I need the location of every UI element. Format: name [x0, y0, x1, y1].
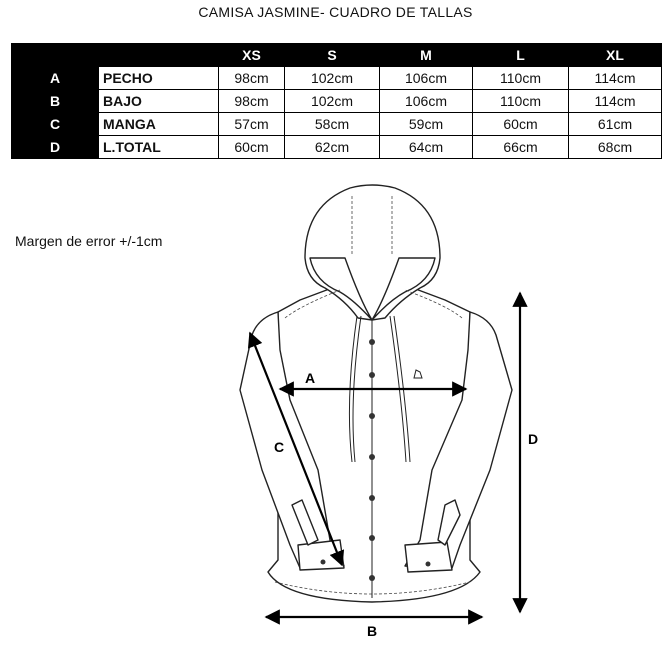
table-cell: 106cm	[380, 90, 473, 113]
row-letter: A	[12, 67, 99, 90]
table-cell: 102cm	[285, 90, 380, 113]
row-name: PECHO	[99, 67, 219, 90]
header-size: M	[380, 44, 473, 67]
header-empty-name	[99, 44, 219, 67]
right-cuff	[405, 542, 452, 572]
table-cell: 64cm	[380, 136, 473, 159]
header-size: S	[285, 44, 380, 67]
table-cell: 57cm	[219, 113, 285, 136]
header-size: XS	[219, 44, 285, 67]
header-row	[12, 44, 662, 67]
table-cell: 98cm	[219, 67, 285, 90]
table-row	[12, 90, 662, 113]
label-c: C	[274, 439, 285, 455]
header-size: L	[473, 44, 569, 67]
table-cell: 66cm	[473, 136, 569, 159]
table-cell: 114cm	[569, 90, 662, 113]
page-title: CAMISA JASMINE- CUADRO DE TALLAS	[198, 4, 473, 20]
table-cell: 106cm	[380, 67, 473, 90]
header-empty-letter	[12, 44, 99, 67]
table-cell: 68cm	[569, 136, 662, 159]
header-size: XL	[569, 44, 662, 67]
row-name: BAJO	[99, 90, 219, 113]
row-name: L.TOTAL	[99, 136, 219, 159]
table-row	[12, 136, 662, 159]
table-cell: 98cm	[219, 90, 285, 113]
hoodie-diagram	[230, 180, 560, 640]
table-cell: 62cm	[285, 136, 380, 159]
table-cell: 102cm	[285, 67, 380, 90]
row-letter: D	[12, 136, 99, 159]
table-cell: 114cm	[569, 67, 662, 90]
size-chart-table	[11, 43, 662, 159]
table-cell: 59cm	[380, 113, 473, 136]
table-cell: 60cm	[473, 113, 569, 136]
label-a: A	[305, 370, 316, 386]
row-letter: C	[12, 113, 99, 136]
error-margin-note: Margen de error +/-1cm	[15, 233, 163, 249]
label-d: D	[528, 431, 539, 447]
table-cell: 110cm	[473, 67, 569, 90]
label-b: B	[367, 623, 378, 639]
table-cell: 60cm	[219, 136, 285, 159]
row-name: MANGA	[99, 113, 219, 136]
table-cell: 61cm	[569, 113, 662, 136]
table-cell: 110cm	[473, 90, 569, 113]
row-letter: B	[12, 90, 99, 113]
table-row	[12, 113, 662, 136]
table-row	[12, 67, 662, 90]
table-cell: 58cm	[285, 113, 380, 136]
